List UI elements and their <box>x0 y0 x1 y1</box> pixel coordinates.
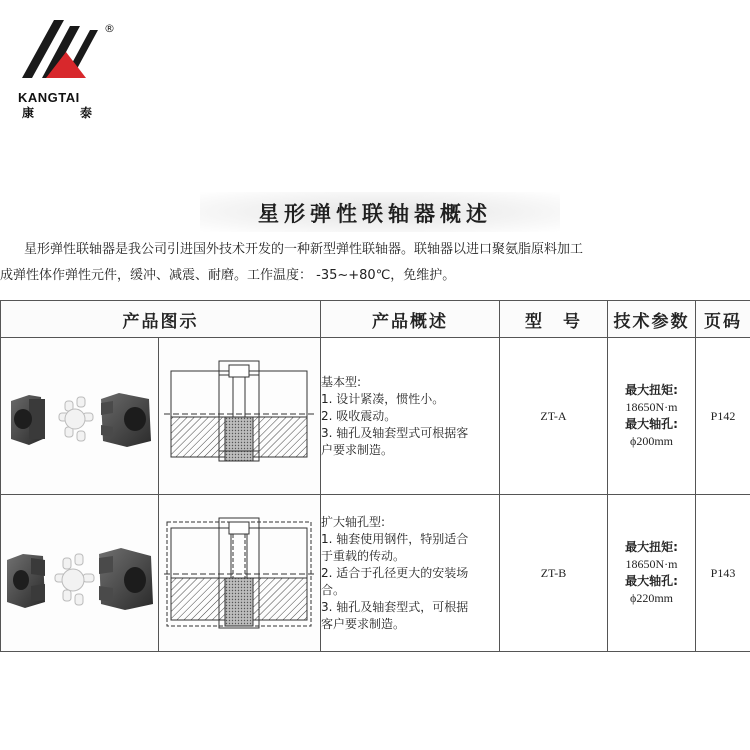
bore-value: ϕ220mm <box>630 591 673 605</box>
product-description <box>321 495 500 652</box>
registered-mark: ® <box>104 22 115 35</box>
desc-line: 3. 轴孔及轴套型式可根据客 <box>321 425 469 440</box>
desc-line: 1. 设计紧凑，惯性小。 <box>321 391 445 406</box>
coupling-photo-icon <box>1 339 157 489</box>
intro-line-2: 成弹性体作弹性元件，缓冲、减震、耐磨。工作温度： -35~+80℃，免维护。 <box>0 268 456 283</box>
torque-value: 18650N·m <box>625 400 678 414</box>
desc-line: 2. 吸收震动。 <box>321 408 397 423</box>
tech-params <box>608 338 696 495</box>
product-photo <box>1 495 159 652</box>
bore-label: 最大轴孔: <box>625 417 678 431</box>
header-overview: 产品概述 <box>321 301 500 338</box>
desc-line: 客户要求制造。 <box>321 616 406 631</box>
coupling-drawing-icon <box>159 496 319 646</box>
coupling-photo-icon <box>1 496 157 646</box>
header-image: 产品图示 <box>1 301 321 338</box>
coupling-drawing-icon <box>159 339 319 489</box>
desc-title: 扩大轴孔型: <box>321 514 386 529</box>
brand-name-en: KANGTAI <box>18 90 80 105</box>
brand-char-1: 康 <box>22 106 35 120</box>
desc-line: 2. 适合于孔径更大的安装场 <box>321 565 469 580</box>
bore-label: 最大轴孔: <box>625 574 678 588</box>
desc-line: 合。 <box>321 582 346 597</box>
product-photo <box>1 338 159 495</box>
page-number: P142 <box>696 338 750 495</box>
logo-mark-icon <box>20 16 100 90</box>
desc-line: 于重载的传动。 <box>321 548 406 563</box>
model-number: ZT-B <box>500 495 608 652</box>
product-description <box>321 338 500 495</box>
desc-line: 1. 轴套使用钢件，特别适合 <box>321 531 469 546</box>
torque-value: 18650N·m <box>625 557 678 571</box>
desc-line: 3. 轴孔及轴套型式，可根据 <box>321 599 469 614</box>
desc-line: 户要求制造。 <box>321 442 394 457</box>
desc-title: 基本型: <box>321 374 362 389</box>
table-row <box>1 338 750 495</box>
torque-label: 最大扭矩: <box>625 383 678 397</box>
page-number: P143 <box>696 495 750 652</box>
torque-label: 最大扭矩: <box>625 540 678 554</box>
model-number: ZT-A <box>500 338 608 495</box>
brand-name-cn <box>22 104 92 121</box>
tech-params <box>608 495 696 652</box>
table-row <box>1 495 750 652</box>
page-title: 星形弹性联轴器概述 <box>258 201 492 226</box>
header-params: 技术参数 <box>608 301 696 338</box>
intro-line-1: 星形弹性联轴器是我公司引进国外技术开发的一种新型弹性联轴器。联轴器以进口聚氨脂原料加工 <box>24 242 584 257</box>
brand-char-2: 泰 <box>79 106 92 120</box>
technical-drawing <box>159 338 321 495</box>
kangtai-logo <box>16 12 115 120</box>
header-model: 型 号 <box>500 301 608 338</box>
technical-drawing <box>159 495 321 652</box>
header-page: 页码 <box>696 301 750 338</box>
spec-table <box>0 300 750 652</box>
bore-value: ϕ200mm <box>630 434 673 448</box>
header-row <box>1 301 750 338</box>
